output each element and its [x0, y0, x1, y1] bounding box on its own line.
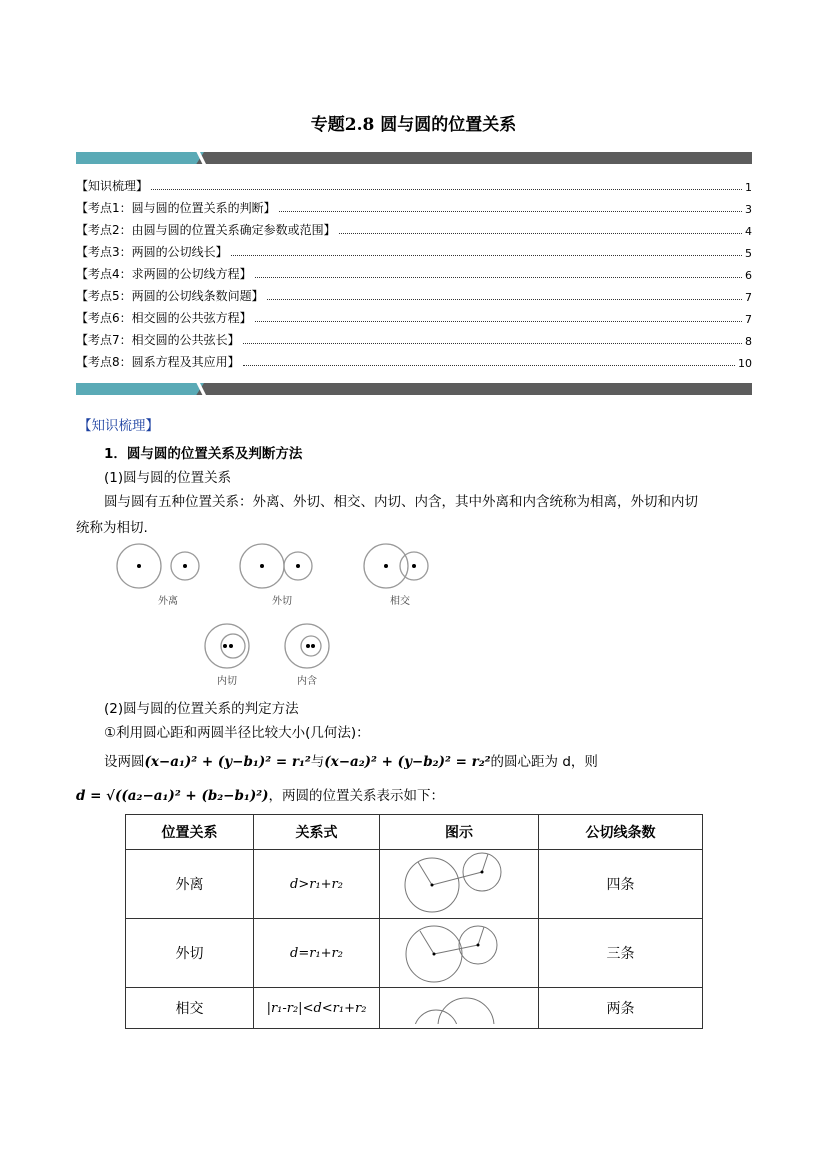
section-heading: 【知识梳理】	[78, 418, 159, 434]
circle-relations-figure	[100, 535, 460, 690]
toc-leader	[339, 233, 742, 234]
toc-entry[interactable]	[76, 288, 752, 304]
toc-label: 【考点4：求两圆的公切线方程】	[76, 267, 252, 281]
label-external: 外离	[158, 596, 178, 607]
toc-page-number: 10	[738, 357, 752, 370]
toc-entry[interactable]	[76, 354, 752, 370]
table-row	[126, 850, 703, 919]
toc-entry[interactable]	[76, 200, 752, 216]
cell-count: 三条	[539, 919, 703, 988]
external-circles-diagram	[404, 850, 514, 914]
table-row	[126, 988, 703, 1029]
toc-page-number: 5	[745, 247, 752, 260]
header-expression: 关系式	[254, 815, 380, 850]
cell-relation: 外切	[126, 919, 254, 988]
header-diagram: 图示	[380, 815, 539, 850]
heading-1: 1．圆与圆的位置关系及判断方法	[104, 446, 303, 462]
toc-label: 【知识梳理】	[76, 179, 149, 193]
toc-leader	[255, 321, 742, 322]
toc-divider	[76, 383, 752, 395]
toc-label: 【考点7：相交圆的公共弦长】	[76, 333, 240, 347]
text: 与	[310, 754, 325, 770]
cell-diagram	[380, 919, 539, 988]
toc-leader	[243, 365, 735, 366]
cell-relation: 外离	[126, 850, 254, 919]
toc-entry[interactable]	[76, 310, 752, 326]
toc-label: 【考点2：由圆与圆的位置关系确定参数或范围】	[76, 223, 336, 237]
relation-table	[125, 814, 703, 1029]
circle-equations-line	[104, 750, 598, 770]
toc-label: 【考点6：相交圆的公共弦方程】	[76, 311, 252, 325]
equation-circle-2: (x−a₂)² + (y−b₂)² = r₂²	[324, 754, 491, 770]
cell-expression: d>r₁+r₂	[254, 850, 380, 919]
toc-entry[interactable]	[76, 222, 752, 238]
distance-line	[76, 784, 444, 804]
toc-leader	[255, 277, 742, 278]
toc-entry[interactable]	[76, 244, 752, 260]
toc-leader	[267, 299, 742, 300]
tangent-circles-diagram	[404, 919, 514, 983]
toc-leader	[151, 189, 742, 190]
method-1: ①利用圆心距和两圆半径比较大小(几何法)：	[104, 725, 370, 741]
cell-diagram	[380, 850, 539, 919]
toc-label: 【考点8：圆系方程及其应用】	[76, 355, 240, 369]
intersecting-circles-diagram	[404, 988, 514, 1024]
equation-distance: d = √((a₂−a₁)² + (b₂−b₁)²)	[76, 788, 269, 804]
cell-expression: d=r₁+r₂	[254, 919, 380, 988]
label-contained: 内含	[297, 676, 317, 687]
label-external-tangent: 外切	[272, 596, 292, 607]
header-divider	[76, 152, 752, 164]
cell-count: 四条	[539, 850, 703, 919]
subheading-1: (1)圆与圆的位置关系	[104, 470, 232, 486]
text: 的圆心距为 d，则	[490, 754, 598, 770]
toc-leader	[231, 255, 742, 256]
label-intersect: 相交	[390, 596, 410, 607]
toc-page-number: 7	[745, 313, 752, 326]
toc-label: 【考点3：两圆的公切线长】	[76, 245, 228, 259]
toc-label: 【考点5：两圆的公切线条数问题】	[76, 289, 264, 303]
paragraph-line-2: 统称为相切.	[76, 520, 148, 536]
label-internal-tangent: 内切	[217, 676, 237, 687]
toc-leader	[279, 211, 742, 212]
header-tangent-count: 公切线条数	[539, 815, 703, 850]
toc-page-number: 7	[745, 291, 752, 304]
toc-leader	[243, 343, 742, 344]
toc-page-number: 8	[745, 335, 752, 348]
subheading-2: (2)圆与圆的位置关系的判定方法	[104, 701, 299, 717]
table-row	[126, 919, 703, 988]
toc-entry[interactable]	[76, 266, 752, 282]
paragraph-line-1: 圆与圆有五种位置关系：外离、外切、相交、内切、内含，其中外离和内含统称为相离，外切和内切	[104, 494, 698, 510]
cell-diagram	[380, 988, 539, 1029]
text: ，两圆的位置关系表示如下：	[268, 788, 445, 804]
toc-page-number: 6	[745, 269, 752, 282]
toc-page-number: 1	[745, 181, 752, 194]
equation-circle-1: (x−a₁)² + (y−b₁)² = r₁²	[144, 754, 311, 770]
toc-entry[interactable]	[76, 178, 752, 194]
page-title: 专题2.8 圆与圆的位置关系	[310, 115, 517, 135]
toc-entry[interactable]	[76, 332, 752, 348]
cell-count: 两条	[539, 988, 703, 1029]
cell-relation: 相交	[126, 988, 254, 1029]
header-relation: 位置关系	[126, 815, 254, 850]
text: 设两圆	[104, 754, 145, 770]
toc-page-number: 4	[745, 225, 752, 238]
toc-label: 【考点1：圆与圆的位置关系的判断】	[76, 201, 276, 215]
cell-expression: |r₁-r₂|<d<r₁+r₂	[254, 988, 380, 1029]
toc-page-number: 3	[745, 203, 752, 216]
